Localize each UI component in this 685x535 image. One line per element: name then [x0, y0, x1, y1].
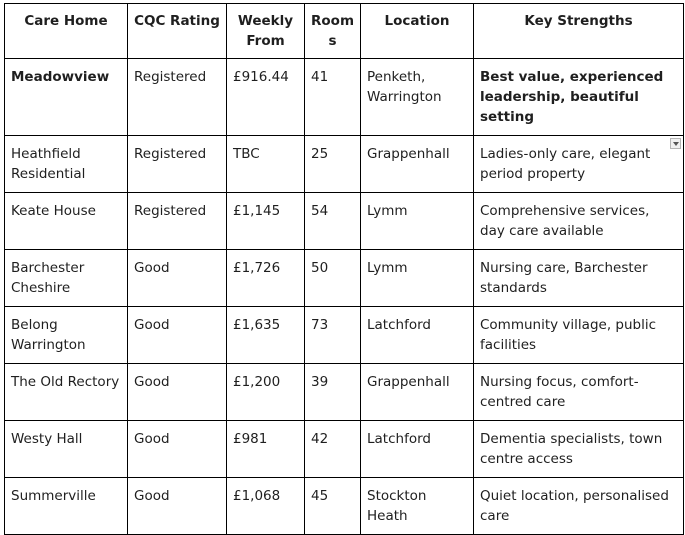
header-care-home: Care Home [5, 4, 128, 59]
cell-care-home: Summerville [5, 478, 128, 535]
cell-key-strengths: Quiet location, personalised care [474, 478, 684, 535]
header-key-strengths: Key Strengths [474, 4, 684, 59]
header-weekly-from: Weekly From [227, 4, 305, 59]
table-row [5, 59, 684, 136]
header-location: Location [361, 4, 474, 59]
cell-weekly-from: TBC [227, 136, 305, 193]
cell-cqc-rating: Good [128, 250, 227, 307]
cell-location: Stockton Heath [361, 478, 474, 535]
cell-care-home: Keate House [5, 193, 128, 250]
table-row [5, 421, 684, 478]
cell-weekly-from: £1,200 [227, 364, 305, 421]
cell-cqc-rating: Registered [128, 136, 227, 193]
table-row [5, 136, 684, 193]
cell-weekly-from: £1,635 [227, 307, 305, 364]
cell-rooms: 54 [305, 193, 361, 250]
cell-rooms: 25 [305, 136, 361, 193]
cell-weekly-from: £1,068 [227, 478, 305, 535]
cell-location: Latchford [361, 421, 474, 478]
header-cqc-rating: CQC Rating [128, 4, 227, 59]
cell-key-strengths-text: Ladies-only care, elegant period property [480, 146, 651, 182]
cell-care-home: Westy Hall [5, 421, 128, 478]
care-homes-table [4, 3, 684, 535]
cell-key-strengths: Comprehensive services, day care available [474, 193, 684, 250]
table-header-row [5, 4, 684, 59]
cell-location: Penketh, Warrington [361, 59, 474, 136]
cell-rooms: 39 [305, 364, 361, 421]
cell-weekly-from: £981 [227, 421, 305, 478]
cell-weekly-from: £916.44 [227, 59, 305, 136]
cell-location: Lymm [361, 193, 474, 250]
cell-rooms: 42 [305, 421, 361, 478]
cell-care-home: Barchester Cheshire [5, 250, 128, 307]
cell-rooms: 73 [305, 307, 361, 364]
table-row [5, 364, 684, 421]
header-rooms: Room s [305, 4, 361, 59]
cell-cqc-rating: Good [128, 307, 227, 364]
cell-care-home: Meadowview [5, 59, 128, 136]
cell-location: Latchford [361, 307, 474, 364]
table-row [5, 478, 684, 535]
table-row [5, 250, 684, 307]
cell-cqc-rating: Good [128, 478, 227, 535]
cell-cqc-rating: Good [128, 364, 227, 421]
table-row [5, 307, 684, 364]
cell-key-strengths: Community village, public facilities [474, 307, 684, 364]
cell-cqc-rating: Registered [128, 193, 227, 250]
chevron-down-icon[interactable] [670, 138, 681, 149]
cell-location: Lymm [361, 250, 474, 307]
cell-care-home: The Old Rectory [5, 364, 128, 421]
cell-key-strengths: Nursing focus, comfort-centred care [474, 364, 684, 421]
cell-care-home: Heathfield Residential [5, 136, 128, 193]
cell-cqc-rating: Registered [128, 59, 227, 136]
cell-key-strengths-selected[interactable] [474, 136, 684, 193]
cell-location: Grappenhall [361, 364, 474, 421]
cell-location: Grappenhall [361, 136, 474, 193]
cell-rooms: 41 [305, 59, 361, 136]
cell-care-home: Belong Warrington [5, 307, 128, 364]
cell-weekly-from: £1,145 [227, 193, 305, 250]
cell-key-strengths: Dementia specialists, town centre access [474, 421, 684, 478]
cell-rooms: 50 [305, 250, 361, 307]
table-row [5, 193, 684, 250]
cell-weekly-from: £1,726 [227, 250, 305, 307]
cell-rooms: 45 [305, 478, 361, 535]
cell-key-strengths: Best value, experienced leadership, beautiful setting [474, 59, 684, 136]
cell-key-strengths: Nursing care, Barchester standards [474, 250, 684, 307]
cell-cqc-rating: Good [128, 421, 227, 478]
